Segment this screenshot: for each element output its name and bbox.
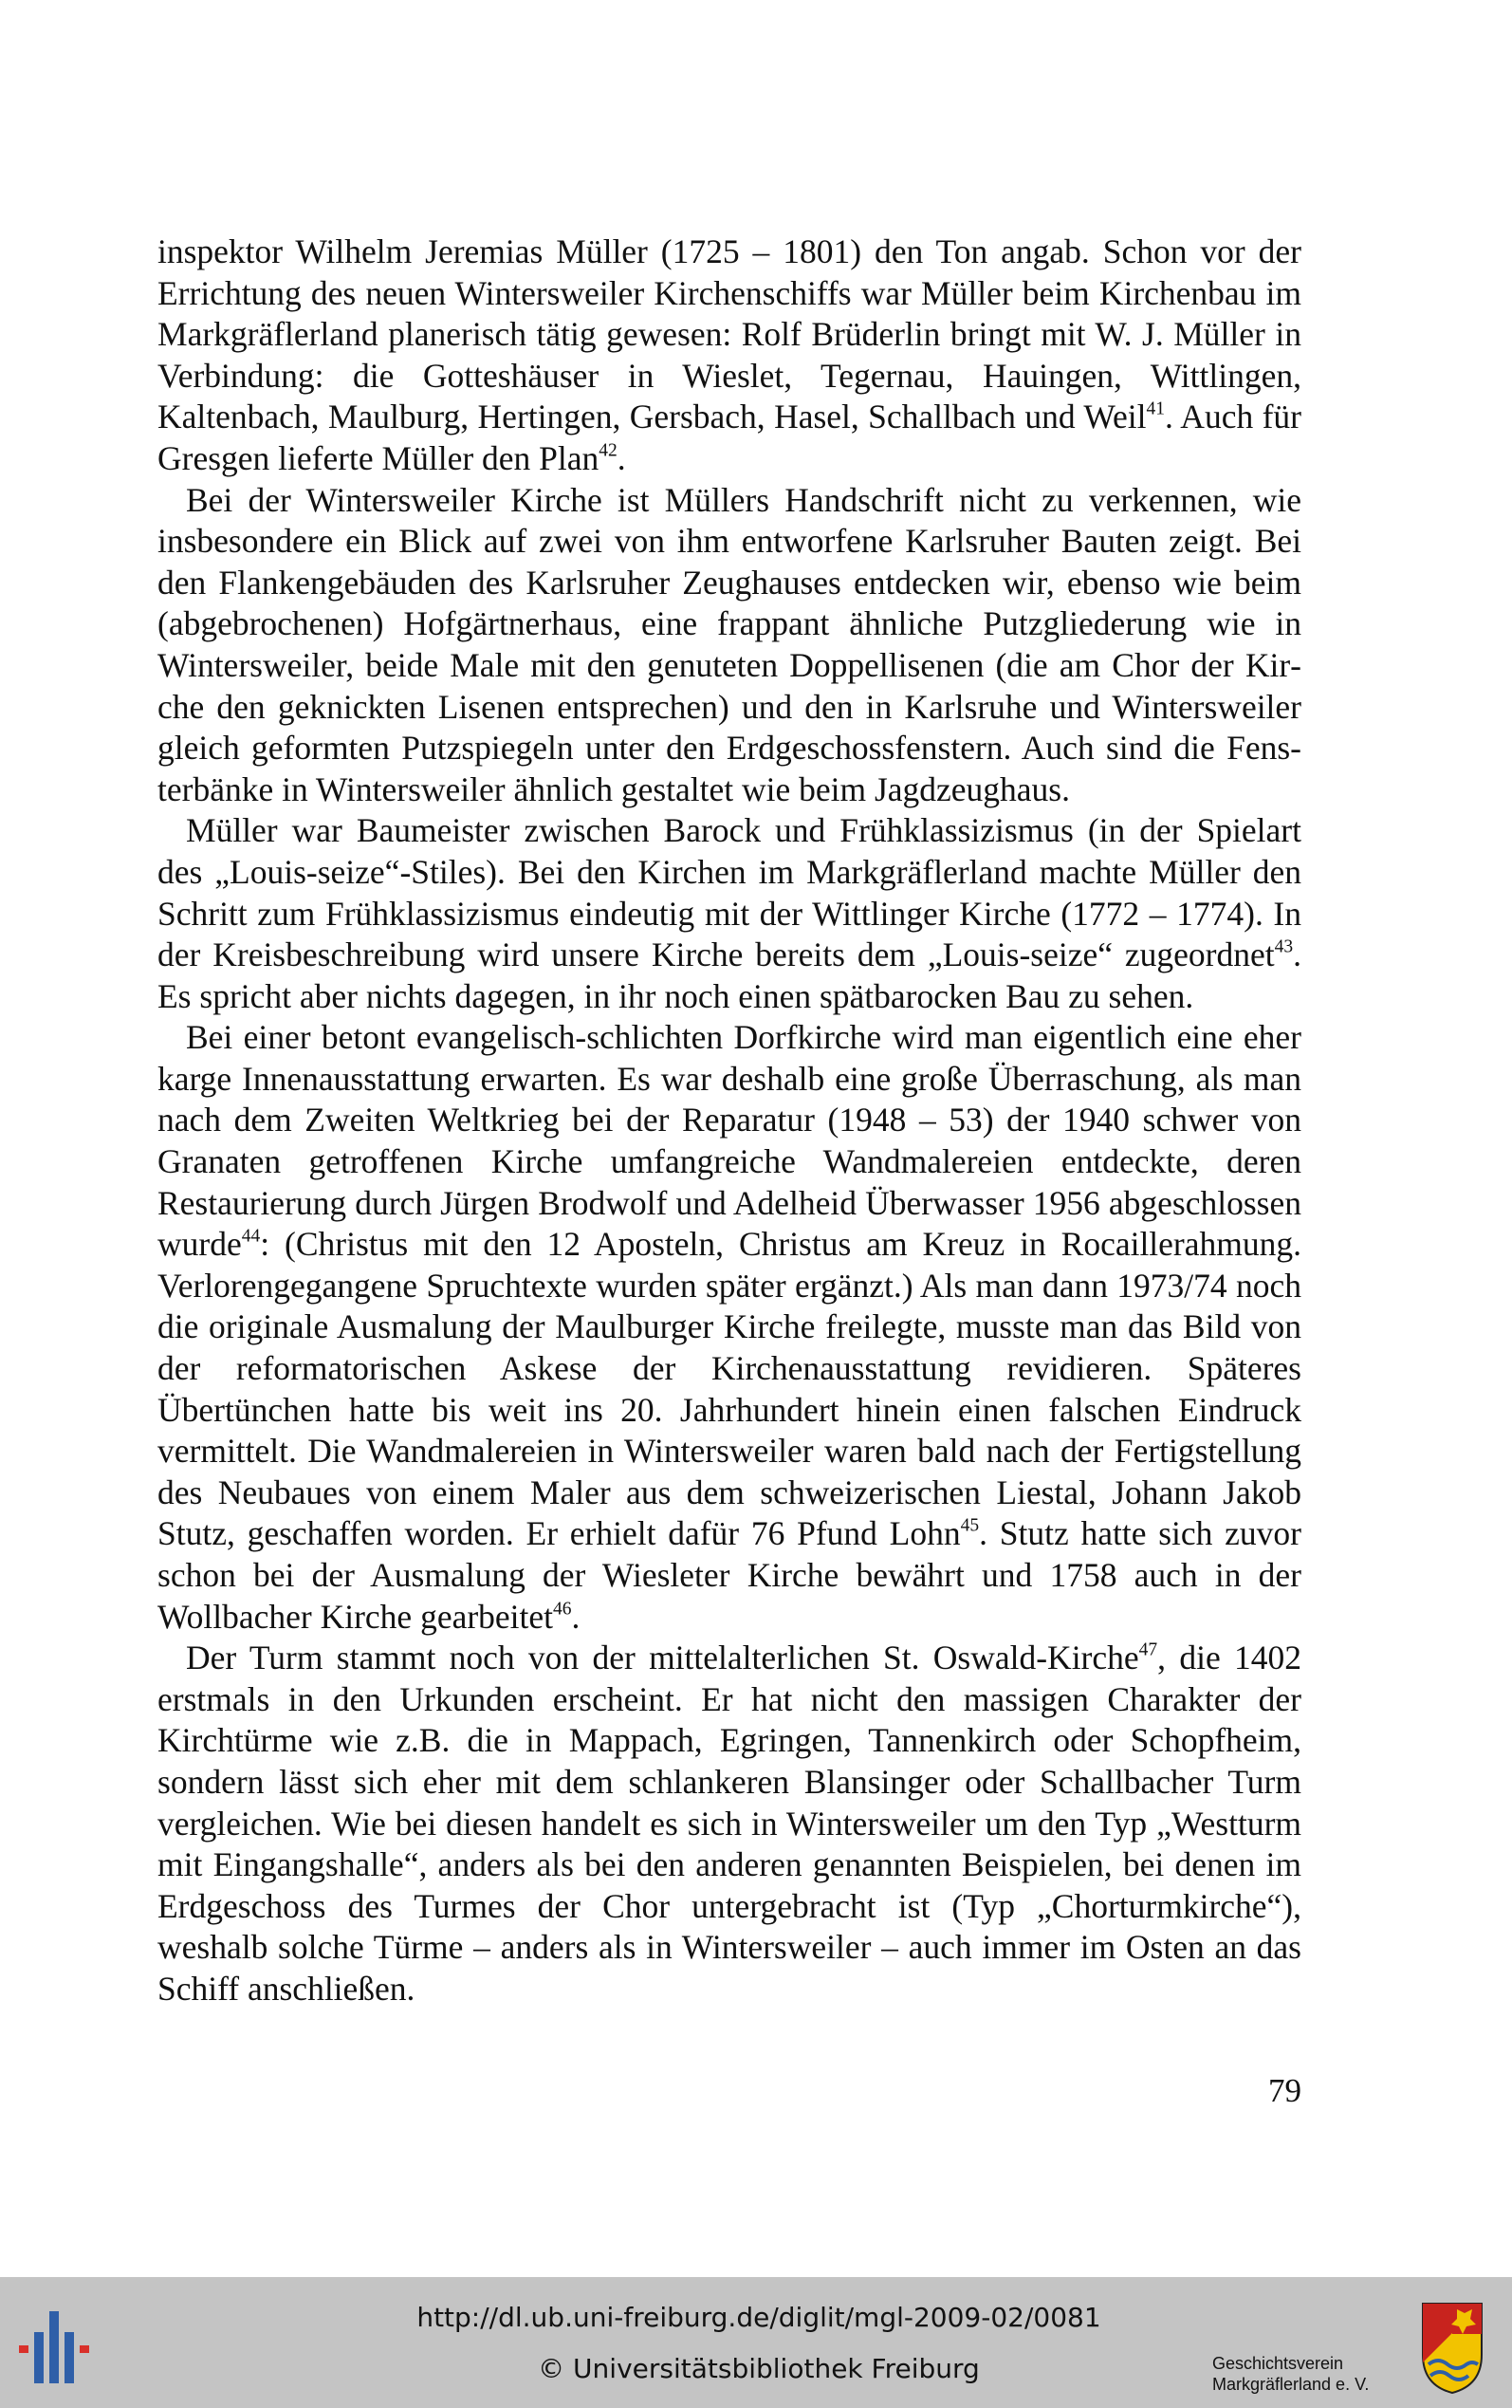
text-run: Der Turm stammt noch von der mittelalterlichen St. Oswald-Kirche — [186, 1639, 1139, 1677]
text-run: inspektor Wilhelm Jeremias Müller (1725 – 1801) den Ton angab. Schon vor der Errichtung des neuen Wintersweiler Kirchenschiffs war Müller beim Kirchenbau im Markgräflerland planerisch tätig gewesen: Rolf Brüderlin bringt mit W. J. Müller in Verbindung: die Gotteshäuser in Wieslet, Tegernau, Hauingen, Wittlingen, Kaltenbach, Maulburg, Hertingen, Gersbach, Hasel, Schallbach und Weil — [157, 232, 1301, 436]
society-name-line2: Markgräflerland e. V. — [1212, 2375, 1370, 2394]
footer-copyright: © Universitätsbibliothek Freiburg — [538, 2353, 980, 2384]
footer-bar — [0, 2277, 1512, 2408]
footnote-ref: 46 — [553, 1598, 572, 1619]
page-number: 79 — [1268, 2072, 1301, 2109]
text-run: . — [617, 438, 626, 477]
footnote-ref: 43 — [1274, 936, 1294, 957]
paragraph — [157, 1638, 1301, 2010]
text-run: . Es spricht aber nichts dagegen, in ihr noch einen spätbarocken Bau zu sehen. — [157, 935, 1301, 1015]
text-run: . Stutz hatte sich zuvor schon bei der Ausmalung der Wiesleter Kirche bewährt und 1758 auch in der Wollbacher Kirche gearbeitet — [157, 1514, 1301, 1636]
paragraph — [157, 232, 1301, 480]
footnote-ref: 41 — [1146, 398, 1165, 419]
footer-url-link[interactable]: http://dl.ub.uni-freiburg.de/diglit/mgl-2009-02/0081 — [416, 2302, 1101, 2333]
ub-freiburg-logo-icon — [11, 2304, 97, 2391]
paragraph — [157, 810, 1301, 1017]
text-run: : (Christus mit den 12 Aposteln, Christus am Kreuz in Rocaillerahmung. Verlorengegangene Spruchtexte wurden später ergänzt.) Als man dann 1973/74 noch die originale Ausmalung der Maulburger Kirche freilegte, musste man das Bild von der reformatorischen Askese der Kirchenausstattung revidieren. Späteres Übertünchen hatte bis weit ins 20. Jahrhundert hinein einen falschen Eindruck vermittelt. Die Wandmalereien in Wintersweiler waren bald nach der Fertigstellung des Neubaues von einem Maler aus dem schweizerischen Liestal, Johann Jakob Stutz, geschaffen worden. Er erhielt dafür 76 Pfund Lohn — [157, 1225, 1301, 1553]
text-run: , die 1402 erstmals in den Urkunden erscheint. Er hat nicht den massigen Charakter der Kirchtürme wie z.B. die in Mappach, Egringen, Tannenkirch oder Schopfheim, sondern lässt sich eher mit dem schlankeren Blansinger oder Schallbacher Turm vergleichen. Wie bei diesen handelt es sich in Wintersweiler um den Typ „Westturm mit Eingangshalle“, anders als bei den anderen genannten Beispielen, bei denen im Erdgeschoss des Turmes der Chor untergebracht ist (Typ „Chorturmkirche“), weshalb solche Türme – anders als in Wintersweiler – auch immer im Osten an das Schiff anschließen. — [157, 1639, 1301, 2008]
text-run: . Auch für Gresgen lieferte Müller den Plan — [157, 398, 1301, 477]
paragraph — [157, 480, 1301, 811]
coat-of-arms-icon — [1421, 2302, 1484, 2395]
footnote-ref: 44 — [241, 1226, 261, 1247]
text-run: . — [571, 1597, 581, 1636]
society-name — [1212, 2353, 1411, 2395]
text-run: Müller war Baumeister zwischen Barock und Frühklassizismus (in der Spielart des „Louis-seize“-Stiles). Bei den Kirchen im Markgräflerland machte Müller den Schritt zum Frühklassizismus eindeutig mit der Wittlinger Kirche (1772 – 1774). In der Kreisbeschreibung wird unsere Kirche bereits dem „Louis-seize“ zugeordnet — [157, 811, 1301, 974]
footnote-ref: 45 — [960, 1515, 980, 1536]
society-name-line1: Geschichtsverein — [1212, 2354, 1344, 2373]
text-run: Bei der Wintersweiler Kirche ist Müllers Handschrift nicht zu verkennen, wie insbesondere ein Blick auf zwei von ihm entworfene Karlsruher Bauten zeigt. Bei den Flankengebäuden des Karlsruher Zeughauses entdecken wir, ebenso wie beim (abgebrochenen) Hofgärtnerhaus, eine frappant ähnliche Putzgliederung wie in Wintersweiler, beide Male mit den genuteten Doppellisenen (die am Chor der Kirche den geknickten Lisenen entsprechen) und den in Karlsruhe und Wintersweiler gleich geformten Putzspiegeln unter den Erdgeschossfenstern. Auch sind die Fensterbänke in Wintersweiler ähnlich gestaltet wie beim Jagdzeughaus. — [157, 480, 1301, 808]
footnote-ref: 47 — [1138, 1639, 1158, 1660]
paragraph — [157, 1017, 1301, 1638]
text-run: Bei einer betont evangelisch-schlichten Dorfkirche wird man eigentlich eine eher karge Innenausstattung erwarten. Es war deshalb eine große Überraschung, als man nach dem Zweiten Weltkrieg bei der Reparatur (1948 – 53) der 1940 schwer von Granaten getroffenen Kirche umfangreiche Wandmalereien entdeckte, deren Restaurierung durch Jürgen Brodwolf und Adelheid Überwasser 1956 abgeschlossen wurde — [157, 1018, 1301, 1264]
footnote-ref: 42 — [599, 440, 618, 461]
body-text — [157, 232, 1301, 2010]
